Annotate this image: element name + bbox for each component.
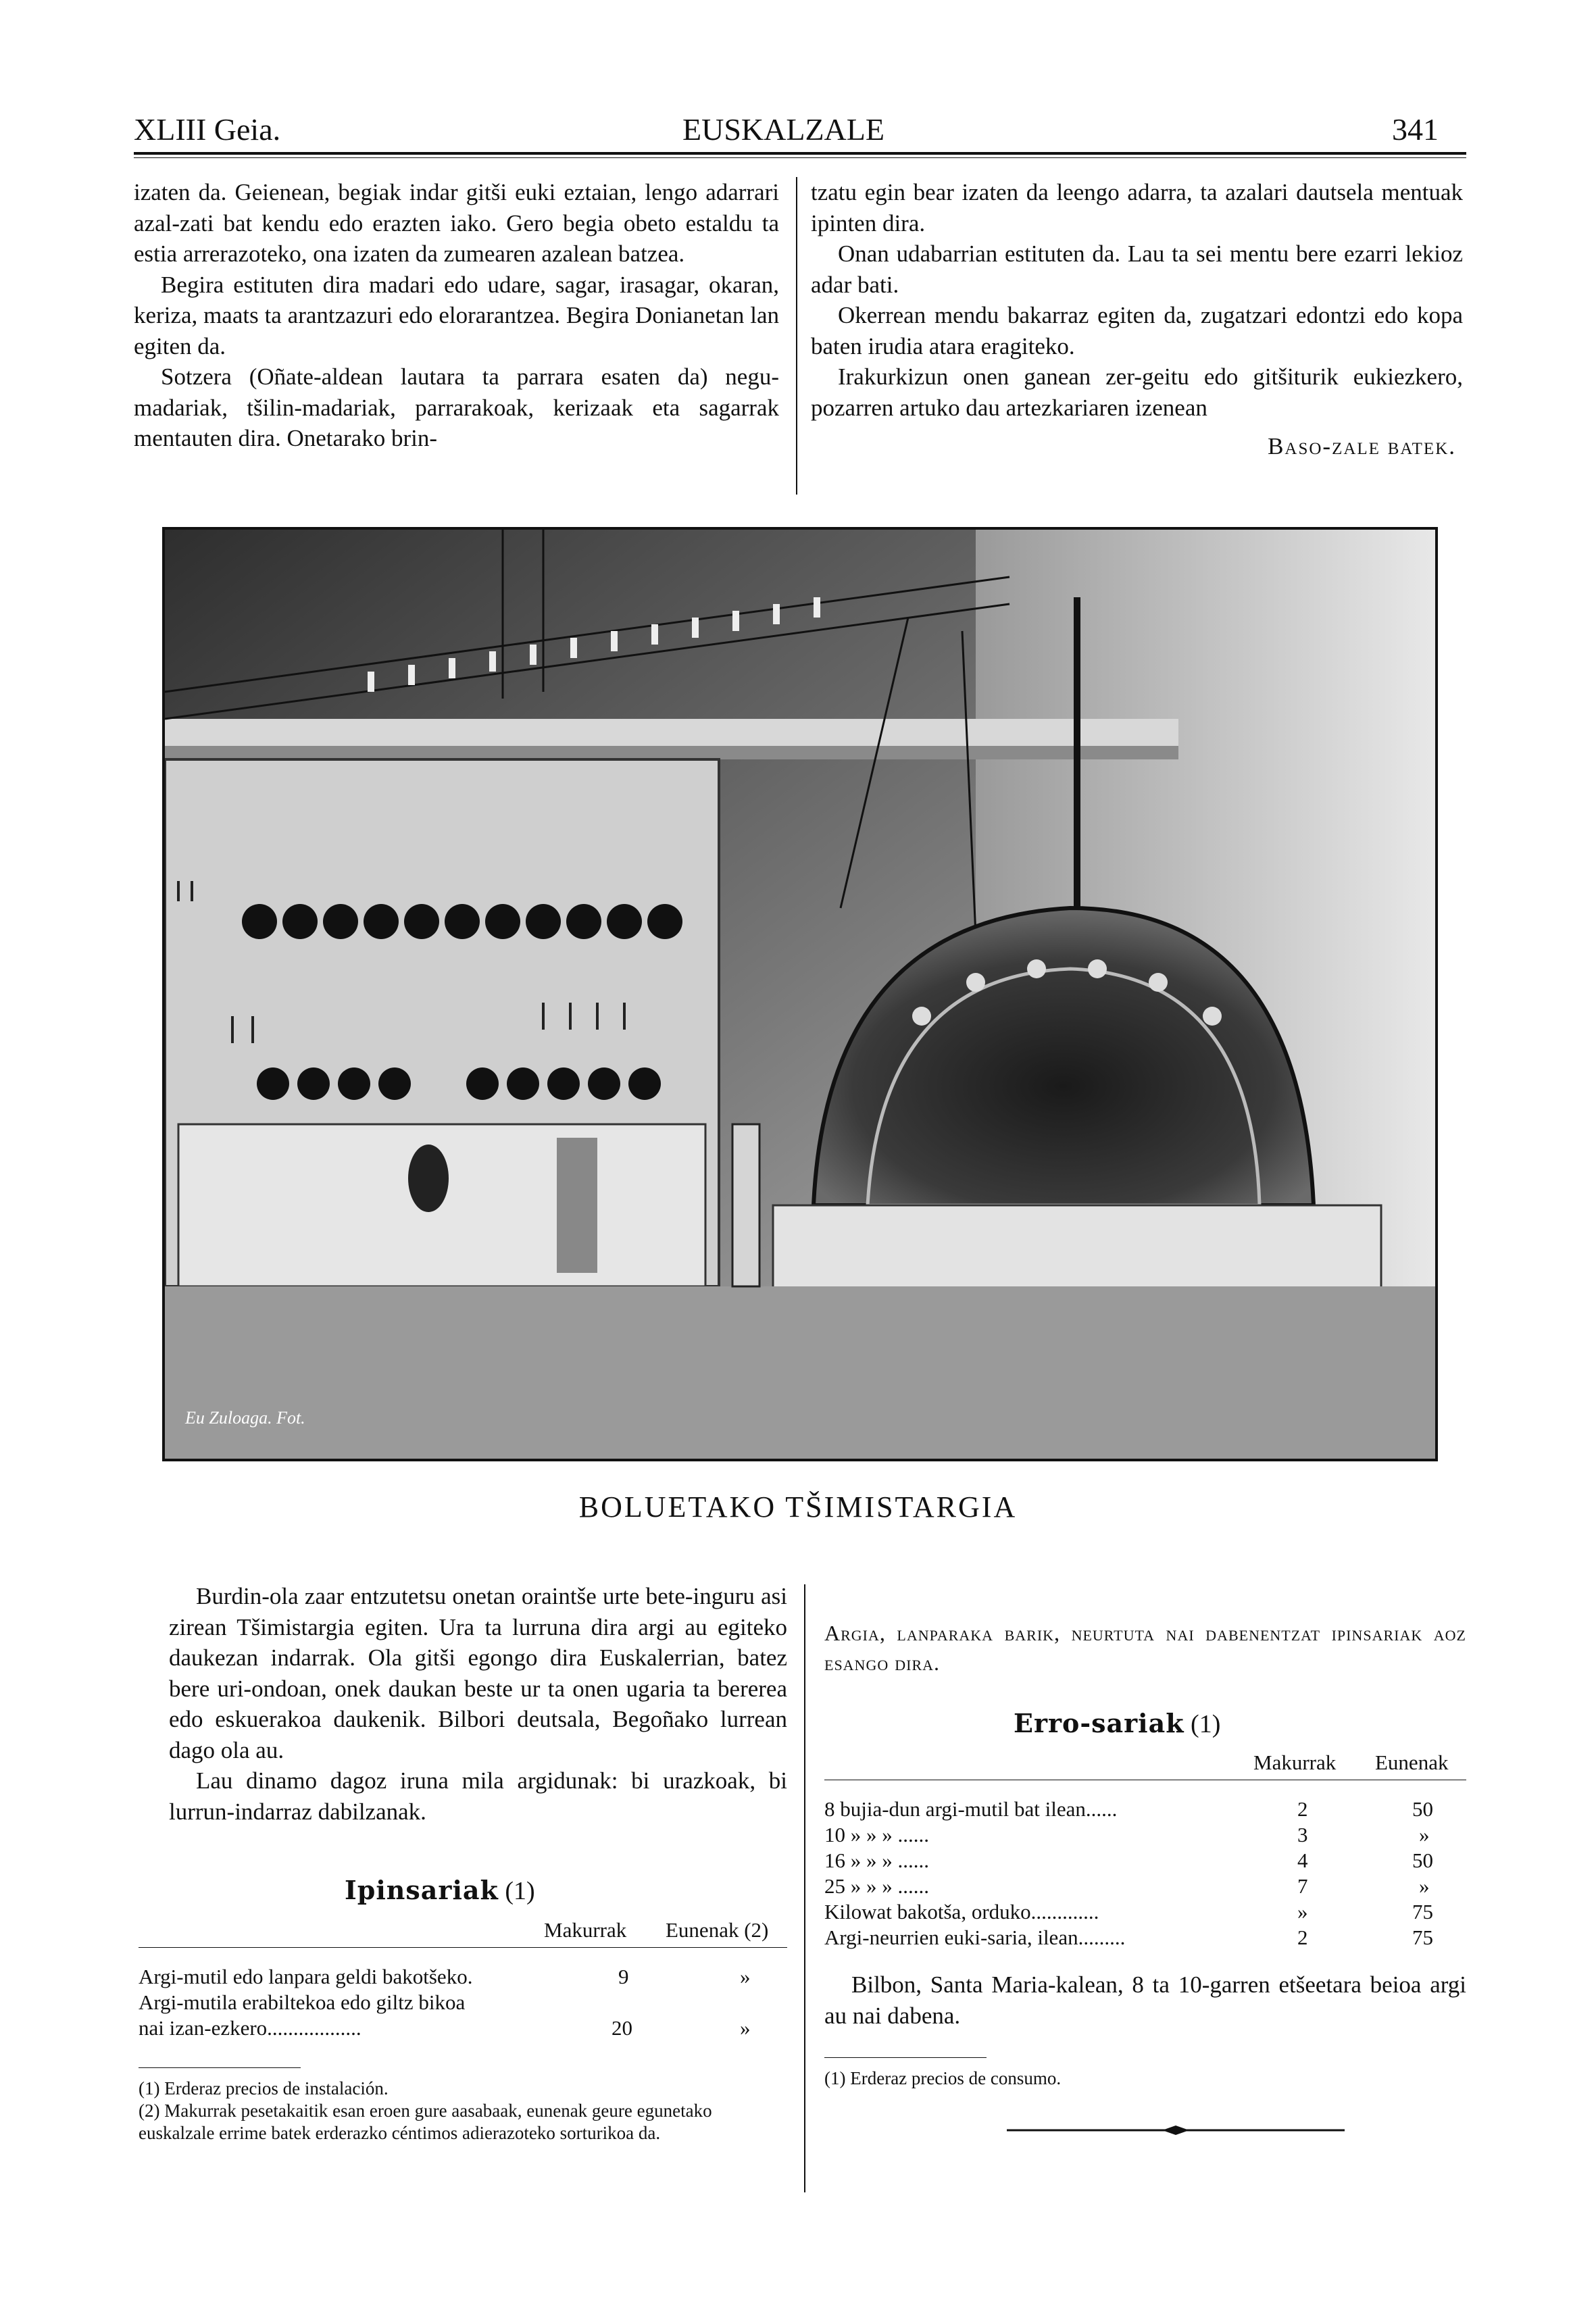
bottom-left-column — [169, 1581, 787, 1827]
table-row — [139, 2015, 787, 2041]
table-row — [824, 1925, 1466, 1951]
row-makurrak: 4 — [1297, 1848, 1308, 1872]
paragraph: Begira estituten dira madari edo udare, sagar, irasagar, okaran, keriza, maats ta arantzazuri edo elorarantzea. Begira Donianetan lan egiten da. — [134, 271, 779, 359]
right-footnote: (1) Erderaz precios de consumo. — [824, 2068, 1062, 2088]
row-makurrak: 7 — [1297, 1874, 1308, 1898]
row-label: Argi-mutil edo lanpara geldi bakotšeko. — [139, 1965, 473, 1988]
paragraph: tzatu egin bear izaten da leengo adarra, ta azalari dautsela mentuak ipinten dira. — [811, 179, 1463, 236]
erro-sariak-table — [824, 1750, 1466, 1951]
row-eunenak: » — [1419, 1823, 1430, 1846]
row-eunenak: 50 — [1412, 1797, 1433, 1821]
table-header — [139, 1917, 787, 1943]
signature: Baso-zale batek. — [1268, 433, 1456, 459]
header-title: EUSKALZALE — [682, 112, 884, 147]
row-label: Argi-mutila erabiltekoa edo giltz bikoa — [139, 1990, 466, 2014]
row-makurrak: 9 — [618, 1965, 629, 1988]
paragraph: izaten da. Geienean, begiak indar gitši euki eztaian, lengo adarrari azal-zati bat kendu edo erazten iako. Gero begia obeto estaldu ta estia arrerazoteko, ona izaten da zumearen azalean batzea. — [134, 179, 779, 267]
ipinsariak-title: Ipinsariak — [345, 1875, 499, 1905]
row-eunenak: 75 — [1412, 1926, 1433, 1949]
top-right-column — [811, 177, 1463, 462]
paragraph: Bilbon, Santa Maria-kalean, 8 ta 10-garren etšeetara beioa argi au nai dabena. — [824, 1971, 1466, 2029]
top-left-column — [134, 177, 779, 454]
ipinsariak-heading — [345, 1875, 535, 1906]
table-row — [824, 1848, 1466, 1873]
row-eunenak: » — [740, 2016, 751, 2040]
table-row — [824, 1873, 1466, 1899]
row-label: 25 » » » ...... — [824, 1874, 929, 1898]
paragraph: Okerrean mendu bakarraz egiten da, zugatzari edontzi edo kopa baten irudia atara eragiteko. — [811, 302, 1463, 359]
argia-heading: Argia, lanparaka barik, neurtuta nai dabenentzat ipinsariak aoz esango dira. — [824, 1621, 1466, 1675]
row-eunenak: 50 — [1412, 1848, 1433, 1872]
table-rule — [139, 1947, 787, 1948]
dynamo-illustration — [165, 530, 1435, 1459]
bilbon-paragraph — [824, 1969, 1466, 2031]
row-label: 10 » » » ...... — [824, 1823, 929, 1846]
table-row — [824, 1796, 1466, 1822]
dynamo-photograph — [162, 527, 1438, 1461]
footnote-rule — [139, 2067, 301, 2068]
closing-ornament — [1007, 2123, 1345, 2137]
row-label: 16 » » » ...... — [824, 1848, 929, 1872]
paragraph: Lau dinamo dagoz iruna mila argidunak: bi urazkoak, bi lurrun-indarraz dabilzanak. — [169, 1767, 787, 1825]
column-header-makurrak: Makurrak — [544, 1918, 627, 1942]
page-number: 341 — [1392, 112, 1439, 147]
row-makurrak: 3 — [1297, 1823, 1308, 1846]
footnote: (1) Erderaz precios de instalación. — [139, 2078, 389, 2098]
ornament-rule-icon — [1007, 2123, 1345, 2137]
table-row — [824, 1899, 1466, 1925]
table-row — [824, 1822, 1466, 1848]
ipinsariak-table — [139, 1917, 787, 2041]
row-label: Argi-neurrien euki-saria, ilean......... — [824, 1926, 1126, 1949]
footnote-rule — [824, 2057, 987, 2058]
paragraph: Sotzera (Oñate-aldean lautara ta parrara esaten da) negu-madariak, tšilin-madariak, parrarakoak, kerizaak eta sagarrak mentauten dira. Onetarako brin- — [134, 363, 779, 451]
row-makurrak: 20 — [612, 2016, 632, 2040]
left-footnotes — [139, 2078, 787, 2144]
row-eunenak: » — [740, 1965, 751, 1988]
table-row — [139, 1964, 787, 1990]
row-makurrak: 2 — [1297, 1797, 1308, 1821]
paragraph: Onan udabarrian estituten da. Lau ta sei mentu bere ezarri lekioz adar bati. — [811, 241, 1463, 298]
row-eunenak: » — [1419, 1874, 1430, 1898]
photo-credit: Eu Zuloaga. Fot. — [185, 1408, 305, 1428]
table-header — [824, 1750, 1466, 1776]
erro-sariak-heading — [1014, 1708, 1220, 1739]
section-title: BOLUETAKO TŠIMISTARGIA — [578, 1490, 1018, 1524]
row-label: nai izan-ezkero.................. — [139, 2016, 361, 2040]
column-header-eunenak: Eunenak — [1375, 1751, 1449, 1774]
header-rule-thin — [134, 157, 1466, 158]
column-divider-bottom — [804, 1584, 805, 2192]
row-label: 8 bujia-dun argi-mutil bat ilean...... — [824, 1797, 1118, 1821]
footnote: (2) Makurrak pesetakaitik esan eroen gure aasabaak, eunenak geure egunetako euskalzale errime batek erderazko céntimos adierazoteko sorturikoa da. — [139, 2101, 712, 2143]
table-row — [139, 1990, 787, 2015]
row-label: Kilowat bakotša, orduko............. — [824, 1900, 1099, 1923]
paragraph: Burdin-ola zaar entzutetsu onetan oraintše urte bete-inguru asi zirean Tšimistargia egiten. Ura ta lurruna dira argi au egiteko daukezan indarrak. Ola gitši egongo dira Euskalerrian, batez bere uri-ondoan, onek daukan beste ur ta onen ugaria ta bererea edo eskuerakoa daukenik. Bilbori deutsala, Begoñako lurrean dago ola au. — [169, 1583, 787, 1763]
erro-sariak-title: Erro-sariak — [1014, 1708, 1184, 1738]
row-makurrak: » — [1297, 1900, 1308, 1923]
column-header-makurrak: Makurrak — [1253, 1751, 1337, 1774]
column-divider-top — [796, 177, 797, 495]
row-makurrak: 2 — [1297, 1926, 1308, 1949]
paragraph: Irakurkizun onen ganean zer-geitu edo gitšiturik eukiezkero, pozarren artuko dau artezkariaren izenean — [811, 363, 1463, 421]
column-header-eunenak: Eunenak (2) — [666, 1918, 769, 1942]
ipinsariak-note: (1) — [505, 1877, 535, 1905]
header-rule — [134, 152, 1466, 155]
row-eunenak: 75 — [1412, 1900, 1433, 1923]
header-volume: XLIII Geia. — [134, 112, 281, 147]
erro-sariak-note: (1) — [1191, 1710, 1221, 1738]
